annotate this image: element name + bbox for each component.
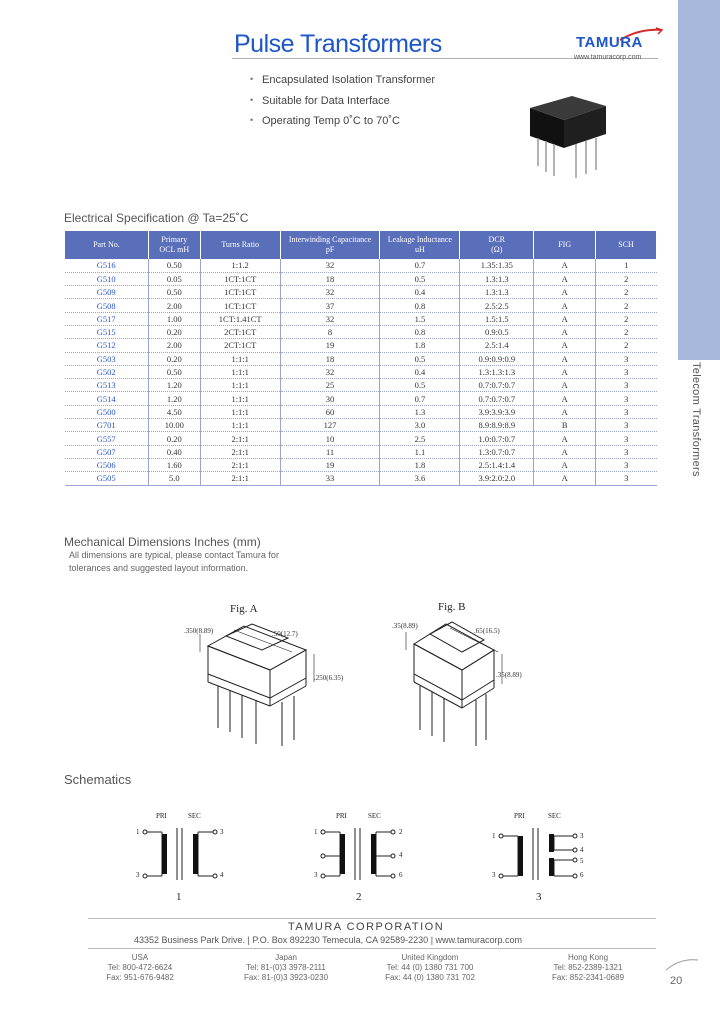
table-row [65, 472, 657, 485]
table-row [65, 339, 657, 352]
sch2-pin: 3 [314, 871, 318, 879]
table-cell: 3 [596, 379, 657, 392]
logo-url: www.tamuracorp.com [574, 54, 642, 61]
table-cell: A [534, 432, 596, 445]
table-cell: 3 [596, 472, 657, 485]
fig-a-dim-right: .250(6.35) [314, 674, 344, 682]
part-number-cell: G515 [65, 325, 149, 338]
table-cell: 1.8 [380, 458, 460, 471]
table-row [65, 259, 657, 272]
fig-b-dim-top: .65(16.5) [474, 627, 500, 635]
part-number-cell: G557 [65, 432, 149, 445]
table-cell: 2:1:1 [200, 458, 280, 471]
table-cell: A [534, 365, 596, 378]
table-cell: 0.4 [380, 286, 460, 299]
table-cell: 2.00 [148, 299, 200, 312]
table-cell: 18 [280, 272, 380, 285]
col-header-line: Part No. [93, 240, 120, 249]
table-cell: 18 [280, 352, 380, 365]
page-title: Pulse Transformers [234, 30, 442, 58]
table-cell: 11 [280, 445, 380, 458]
table-cell: 3 [596, 432, 657, 445]
fig-a-label: Fig. A [230, 603, 258, 615]
sch1-pin: 4 [220, 871, 224, 879]
col-header-line: DCR [488, 235, 505, 244]
sch3-pin: 3 [580, 832, 584, 840]
table-cell: 0.20 [148, 352, 200, 365]
sch2-pin: 1 [314, 828, 318, 836]
table-cell: 1CT:1CT [200, 272, 280, 285]
part-number-cell: G507 [65, 445, 149, 458]
part-number-cell: G516 [65, 259, 149, 272]
table-cell: 10.00 [148, 419, 200, 432]
logo-wordmark: TAMURA [576, 34, 643, 51]
part-number-cell: G508 [65, 299, 149, 312]
table-cell: 0.5 [380, 352, 460, 365]
office-tel: Tel: 81-(0)3 3978-2111 [246, 963, 326, 972]
table-header-row [65, 231, 657, 259]
sch2-pin: 6 [399, 871, 403, 879]
table-cell: 3 [596, 445, 657, 458]
table-row [65, 392, 657, 405]
col-header-line: Interwinding Capacitance [288, 235, 372, 244]
part-number-cell: G701 [65, 419, 149, 432]
table-cell: 1.3:1.3:1.3 [460, 365, 534, 378]
fig-a-dim-left: .350(8.89) [184, 627, 214, 635]
table-row [65, 352, 657, 365]
sch3-pin: 3 [492, 871, 496, 879]
table-cell: 0.8 [380, 325, 460, 338]
table-cell: 2 [596, 325, 657, 338]
col-header [460, 231, 534, 259]
table-cell: 19 [280, 458, 380, 471]
table-cell: A [534, 299, 596, 312]
table-cell: 3.9:2.0:2.0 [460, 472, 534, 485]
table-cell: 0.8 [380, 299, 460, 312]
table-cell: A [534, 259, 596, 272]
table-cell: 1:1:1 [200, 365, 280, 378]
table-cell: 2:1:1 [200, 472, 280, 485]
table-cell: B [534, 419, 596, 432]
table-cell: 2:1:1 [200, 445, 280, 458]
sch2-number: 2 [356, 891, 362, 903]
part-number-cell: G510 [65, 272, 149, 285]
sch3-sec-label: SEC [548, 812, 561, 820]
col-header-line: Leakage Inductance [387, 235, 452, 244]
table-cell: 2:1:1 [200, 432, 280, 445]
office-fax: Fax: 852-2341-0689 [551, 973, 625, 982]
table-cell: 0.5 [380, 379, 460, 392]
table-row [65, 405, 657, 418]
feature-item: • Encapsulated Isolation Transformer [250, 74, 435, 95]
table-row [65, 325, 657, 338]
col-header [148, 231, 200, 259]
table-cell: 2 [596, 312, 657, 325]
part-number-cell: G502 [65, 365, 149, 378]
table-cell: 0.4 [380, 365, 460, 378]
col-header-line: (Ω) [491, 245, 503, 254]
footer-corp-name: TAMURA CORPORATION [288, 921, 445, 933]
part-number-cell: G509 [65, 286, 149, 299]
feature-list [250, 74, 435, 136]
table-row [65, 272, 657, 285]
table-cell: 1:1:1 [200, 405, 280, 418]
table-cell: 1.20 [148, 392, 200, 405]
table-cell: 0.05 [148, 272, 200, 285]
office-fax: Fax: 81-(0)3 3923-0230 [243, 973, 329, 982]
footer-divider [88, 918, 656, 919]
part-number-cell: G505 [65, 472, 149, 485]
table-cell: 0.50 [148, 259, 200, 272]
col-header-line: Turns Ratio [221, 240, 260, 249]
table-cell: 2.5 [380, 432, 460, 445]
col-header [596, 231, 657, 259]
table-cell: A [534, 379, 596, 392]
fig-b-dim-right: .35(8.89) [496, 671, 522, 679]
sch1-pri-label: PRI [156, 812, 167, 820]
transformer-product-image [524, 92, 614, 184]
sch3-pri-label: PRI [514, 812, 525, 820]
schematic-3-diagram [496, 820, 580, 884]
table-row [65, 312, 657, 325]
table-cell: 4.50 [148, 405, 200, 418]
table-cell: 1:1:1 [200, 379, 280, 392]
table-cell: 0.9:0.5 [460, 325, 534, 338]
table-cell: 2 [596, 339, 657, 352]
table-row [65, 299, 657, 312]
table-cell: 32 [280, 286, 380, 299]
part-number-cell: G517 [65, 312, 149, 325]
table-cell: 60 [280, 405, 380, 418]
side-tab-label: Telecom Transformers [690, 362, 702, 477]
table-cell: 1.8 [380, 339, 460, 352]
table-cell: 127 [280, 419, 380, 432]
office-fax: Fax: 44 (0) 1380 731 702 [385, 973, 475, 982]
table-cell: 30 [280, 392, 380, 405]
table-cell: 3 [596, 392, 657, 405]
table-cell: 3 [596, 352, 657, 365]
sch3-pin: 1 [492, 832, 496, 840]
col-header [380, 231, 460, 259]
mechanical-note: All dimensions are typical, please contact Tamura for tolerances and suggested layout information. [69, 550, 279, 573]
office-region: USA [131, 953, 149, 962]
side-tab-bar [678, 0, 720, 360]
sch3-pin: 6 [580, 871, 584, 879]
sch1-pin: 1 [136, 828, 140, 836]
col-header-line: Primary [161, 235, 188, 244]
sch1-pin: 3 [220, 828, 224, 836]
sch2-sec-label: SEC [368, 812, 381, 820]
office-region: Hong Kong [567, 953, 609, 962]
table-row [65, 458, 657, 471]
office-usa [100, 953, 180, 983]
table-cell: A [534, 405, 596, 418]
table-cell: 2 [596, 299, 657, 312]
col-header-line: pF [325, 245, 335, 254]
part-number-cell: G503 [65, 352, 149, 365]
table-cell: 1 [596, 259, 657, 272]
page-swoosh-icon [664, 956, 700, 972]
table-cell: 0.7:0.7:0.7 [460, 379, 534, 392]
col-header-line: uH [415, 245, 425, 254]
table-cell: A [534, 352, 596, 365]
table-cell: 2.5:1.4 [460, 339, 534, 352]
table-cell: 1:1.2 [200, 259, 280, 272]
table-cell: 3.6 [380, 472, 460, 485]
table-cell: 3 [596, 458, 657, 471]
sch3-number: 3 [536, 891, 542, 903]
office-uk [380, 953, 480, 983]
table-cell: 2.5:2.5 [460, 299, 534, 312]
table-cell: 1.3:0.7:0.7 [460, 445, 534, 458]
office-tel: Tel: 852-2389-1321 [553, 963, 623, 972]
office-region: Japan [275, 953, 297, 962]
part-number-cell: G512 [65, 339, 149, 352]
mechanical-title: Mechanical Dimensions Inches (mm) [64, 535, 261, 549]
table-cell: 1CT:1CT [200, 299, 280, 312]
col-header-line: SCH [618, 240, 634, 249]
sch2-pri-label: PRI [336, 812, 347, 820]
table-cell: A [534, 392, 596, 405]
col-header [534, 231, 596, 259]
table-cell: 37 [280, 299, 380, 312]
table-cell: 1.60 [148, 458, 200, 471]
table-cell: A [534, 312, 596, 325]
schematics-title: Schematics [64, 772, 132, 787]
office-tel: Tel: 800-472-6624 [107, 963, 173, 972]
office-japan [236, 953, 336, 983]
table-cell: A [534, 272, 596, 285]
table-cell: 0.50 [148, 365, 200, 378]
table-cell: 3.9:3.9:3.9 [460, 405, 534, 418]
table-cell: 0.20 [148, 432, 200, 445]
page-number: 20 [670, 975, 683, 987]
table-row [65, 419, 657, 432]
table-cell: 3 [596, 419, 657, 432]
office-tel: Tel: 44 (0) 1380 731 700 [386, 963, 474, 972]
table-cell: A [534, 325, 596, 338]
table-cell: 8 [280, 325, 380, 338]
tamura-logo [574, 26, 664, 66]
table-cell: 2 [596, 286, 657, 299]
table-cell: 2CT:1CT [200, 325, 280, 338]
table-cell: 25 [280, 379, 380, 392]
table-cell: 1.20 [148, 379, 200, 392]
sch1-pin: 3 [136, 871, 140, 879]
sch2-pin: 4 [399, 851, 403, 859]
table-cell: 1.00 [148, 312, 200, 325]
table-cell: A [534, 445, 596, 458]
fig-b-label: Fig. B [438, 601, 466, 613]
office-hong-kong [538, 953, 638, 983]
table-cell: 1:1:1 [200, 392, 280, 405]
footer-divider [88, 948, 656, 949]
feature-item: • Operating Temp 0˚C to 70˚C [250, 115, 435, 136]
col-header [280, 231, 380, 259]
table-cell: A [534, 339, 596, 352]
col-header-line: FIG [558, 240, 572, 249]
table-cell: 1.3:1.3 [460, 272, 534, 285]
sch3-pin: 4 [580, 846, 584, 854]
fig-a-dim-top: .50(12.7) [272, 630, 298, 638]
table-cell: 0.40 [148, 445, 200, 458]
table-cell: 1.3 [380, 405, 460, 418]
office-fax: Fax: 951-676-9482 [106, 973, 174, 982]
table-cell: 3 [596, 365, 657, 378]
table-row [65, 432, 657, 445]
electrical-spec-table [64, 231, 657, 486]
table-cell: 1CT:1CT [200, 286, 280, 299]
fig-a-drawing [196, 620, 326, 760]
table-cell: 10 [280, 432, 380, 445]
part-number-cell: G514 [65, 392, 149, 405]
table-cell: 0.7 [380, 392, 460, 405]
sch1-number: 1 [176, 891, 182, 903]
table-cell: 19 [280, 339, 380, 352]
table-row [65, 365, 657, 378]
table-cell: 0.5 [380, 272, 460, 285]
schematic-1-diagram [140, 820, 220, 884]
table-row [65, 379, 657, 392]
sch1-sec-label: SEC [188, 812, 201, 820]
part-number-cell: G513 [65, 379, 149, 392]
part-number-cell: G506 [65, 458, 149, 471]
table-cell: 1.3:1.3 [460, 286, 534, 299]
sch3-pin: 5 [580, 857, 584, 865]
table-cell: 1.5:1.5 [460, 312, 534, 325]
schematic-2-diagram [318, 820, 398, 884]
table-cell: 1.0:0.7:0.7 [460, 432, 534, 445]
electrical-spec-title: Electrical Specification @ Ta=25˚C [64, 211, 249, 225]
table-cell: 1.5 [380, 312, 460, 325]
fig-b-drawing [404, 614, 508, 754]
feature-item: • Suitable for Data Interface [250, 95, 435, 116]
table-cell: 3 [596, 405, 657, 418]
table-cell: 32 [280, 312, 380, 325]
table-cell: 0.9:0.9:0.9 [460, 352, 534, 365]
table-cell: 8.9:8.9:8.9 [460, 419, 534, 432]
col-header [200, 231, 280, 259]
sch2-pin: 2 [399, 828, 403, 836]
table-row [65, 445, 657, 458]
fig-b-dim-left: .35(8.89) [392, 622, 418, 630]
table-cell: 2.5:1.4:1.4 [460, 458, 534, 471]
table-cell: 1.1 [380, 445, 460, 458]
table-cell: 1:1:1 [200, 352, 280, 365]
footer-address: 43352 Business Park Drive. | P.O. Box 892230 Temecula, CA 92589-2230 | www.tamuracorp.com [134, 935, 523, 945]
col-header [65, 231, 149, 259]
part-number-cell: G500 [65, 405, 149, 418]
office-region: United Kingdom [401, 953, 459, 962]
table-cell: 0.7 [380, 259, 460, 272]
col-header-line: OCL mH [159, 245, 190, 254]
table-cell: A [534, 286, 596, 299]
table-cell: 3.0 [380, 419, 460, 432]
table-cell: 0.50 [148, 286, 200, 299]
table-cell: 0.20 [148, 325, 200, 338]
table-body [65, 259, 657, 485]
table-cell: 2CT:1CT [200, 339, 280, 352]
table-cell: 32 [280, 259, 380, 272]
table-cell: 2.00 [148, 339, 200, 352]
table-row [65, 286, 657, 299]
table-cell: 33 [280, 472, 380, 485]
table-cell: A [534, 472, 596, 485]
table-cell: 1:1:1 [200, 419, 280, 432]
table-cell: A [534, 458, 596, 471]
table-cell: 5.0 [148, 472, 200, 485]
table-cell: 0.7:0.7:0.7 [460, 392, 534, 405]
table-cell: 32 [280, 365, 380, 378]
table-cell: 1.35:1.35 [460, 259, 534, 272]
table-cell: 1CT:1.41CT [200, 312, 280, 325]
table-cell: 2 [596, 272, 657, 285]
